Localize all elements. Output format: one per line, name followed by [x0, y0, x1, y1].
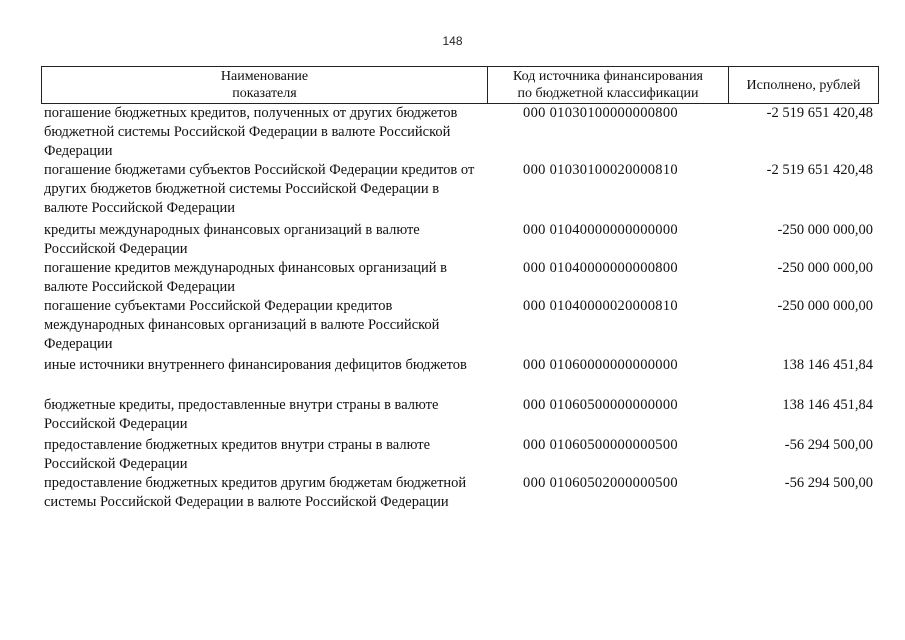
row-executed-amount: -250 000 000,00 [777, 260, 873, 276]
header-executed-amount-label: Исполнено, рублей [746, 77, 861, 93]
table-row [41, 436, 879, 474]
header-source-code-line2: по бюджетной классификации [517, 86, 699, 101]
row-source-code: 000 01040000020000810 [523, 298, 678, 314]
row-source-code: 000 01060500000000500 [523, 437, 678, 453]
header-indicator-name-line2: показателя [232, 86, 297, 101]
row-source-code: 000 01060000000000000 [523, 357, 678, 373]
row-executed-amount: -250 000 000,00 [777, 298, 873, 314]
row-indicator-name: предоставление бюджетных кредитов другим бюджетам бюджетной системы Российской Федерации в валюте Российской Федерации [44, 475, 467, 510]
table-row [41, 104, 879, 161]
row-indicator-name: погашение бюджетных кредитов, полученных от других бюджетов бюджетной системы Российской Федерации в валюте Российской Федерации [44, 105, 458, 159]
header-source-code-line1: Код источника финансирования [513, 69, 703, 84]
header-indicator-name-line1: Наименование [220, 69, 309, 84]
row-executed-amount: -2 519 651 420,48 [766, 162, 873, 178]
row-executed-amount: -2 519 651 420,48 [766, 105, 873, 121]
table-header [41, 66, 879, 104]
row-executed-amount: -250 000 000,00 [777, 222, 873, 238]
table-row [41, 356, 879, 396]
header-source-code [488, 67, 729, 103]
row-executed-amount: -56 294 500,00 [784, 475, 873, 491]
row-indicator-name: бюджетные кредиты, предоставленные внутри страны в валюте Российской Федерации [44, 397, 439, 432]
row-indicator-name: иные источники внутреннего финансирования дефицитов бюджетов [44, 357, 467, 373]
table-row [41, 259, 879, 297]
row-indicator-name: погашение субъектами Российской Федерации кредитов международных финансовых организаций в валюте Российской Федерации [44, 298, 440, 352]
row-executed-amount: -56 294 500,00 [784, 437, 873, 453]
row-executed-amount: 138 146 451,84 [782, 397, 873, 413]
row-indicator-name: предоставление бюджетных кредитов внутри страны в валюте Российской Федерации [44, 437, 431, 472]
row-source-code: 000 01030100020000810 [523, 162, 678, 178]
row-source-code: 000 01060502000000500 [523, 475, 678, 491]
table-row [41, 221, 879, 259]
row-source-code: 000 01030100000000800 [523, 105, 678, 121]
row-indicator-name: кредиты международных финансовых организаций в валюте Российской Федерации [44, 222, 420, 257]
table-row [41, 396, 879, 436]
row-source-code: 000 01060500000000000 [523, 397, 678, 413]
row-indicator-name: погашение бюджетами субъектов Российской Федерации кредитов от других бюджетов бюджетной системы Российской Федерации в валюте Российской Федерации [44, 162, 475, 216]
row-source-code: 000 01040000000000000 [523, 222, 678, 238]
row-executed-amount: 138 146 451,84 [782, 357, 873, 373]
financing-sources-table [41, 66, 879, 532]
row-source-code: 000 01040000000000800 [523, 260, 678, 276]
page-number: 148 [442, 34, 463, 48]
row-indicator-name: погашение кредитов международных финансовых организаций в валюте Российской Федерации [44, 260, 447, 295]
header-indicator-name [42, 67, 488, 103]
header-executed-amount [729, 67, 878, 103]
table-row [41, 161, 879, 221]
table-row [41, 297, 879, 356]
table-row [41, 474, 879, 532]
